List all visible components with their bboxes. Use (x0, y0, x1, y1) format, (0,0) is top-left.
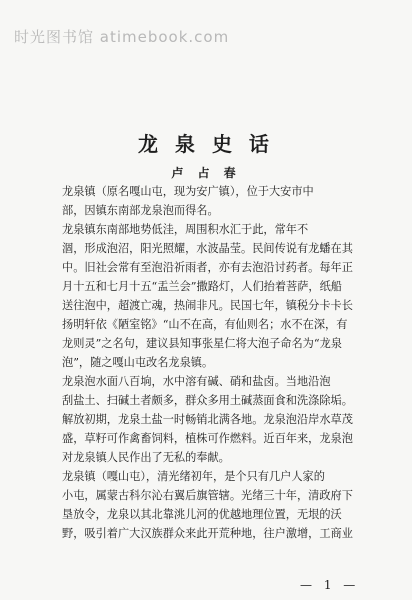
paragraph-line: 扬明轩依《陋室铭》“山不在高，有仙则名；水不在深，有 (62, 318, 348, 331)
paragraph-line: 小屯，属蒙古科尔沁右翼后旗管辖。光绪三十年，清政府下 (62, 489, 353, 502)
paragraph-line: 月十五和七月十五“盂兰会”撒路灯，人们抬着菩萨，纸船 (62, 280, 342, 293)
page-title: 龙 泉 史 话 (138, 132, 274, 156)
paragraph-line: 对龙泉镇人民作出了无私的奉献。 (62, 451, 230, 464)
page-number: — 1 — (300, 578, 360, 592)
paragraph-line: 涸，形成泡沼，阳光照耀，水波晶莹。民间传说有龙蟠在其 (62, 242, 353, 255)
paragraph-line: 垦放令，龙泉以其北靠洮儿河的优越地理位置，无垠的沃 (62, 508, 342, 521)
paragraph-line: 刮盐土、扫碱土者颇多，群众多用土碱蒸面食和洗涤除垢。 (62, 394, 353, 407)
paragraph-line: 野，吸引着广大汉族群众来此开荒种地，往户激增，工商业 (62, 527, 353, 540)
paragraph-line: 龙则灵”之名句，建议县知事张星仁将大泡子命名为“龙泉 (62, 337, 342, 350)
paragraph-line: 盛，草籽可作禽畜饲料，植株可作燃料。近百年来，龙泉泡 (62, 432, 353, 445)
paragraph-line: 中。旧社会常有至泡沿祈雨者，亦有去泡沿讨药者。每年正 (62, 261, 353, 274)
paragraph-line: 解放初期，龙泉土盐一时畅销北满各地。龙泉泡沿岸水草茂 (62, 413, 353, 426)
paragraph-line: 龙泉镇（原名嘎山屯，现为安广镇），位于大安市中 (62, 185, 314, 198)
watermark-text: 时光图书馆 atimebook.com (14, 28, 230, 46)
paragraph-line: 龙泉镇东南部地势低洼，周围积水汇于此，常年不 (62, 223, 309, 236)
paragraph-line: 送往泡中，超渡亡魂，热闹非凡。民国七年，镇税分卡卡长 (62, 299, 353, 312)
paragraph-line: 龙泉泡水面八百垧，水中溶有碱、硝和盐卤。当地沿泡 (62, 375, 331, 388)
paragraph-line: 泡”，随之嘎山屯改名龙泉镇。 (62, 356, 214, 369)
author-name: 卢 占 春 (171, 166, 241, 180)
paragraph-line: 龙泉镇（嘎山屯），清光绪初年，是个只有几户人家的 (62, 470, 325, 483)
paragraph-line: 部，因镇东南部龙泉泡而得名。 (62, 204, 219, 217)
